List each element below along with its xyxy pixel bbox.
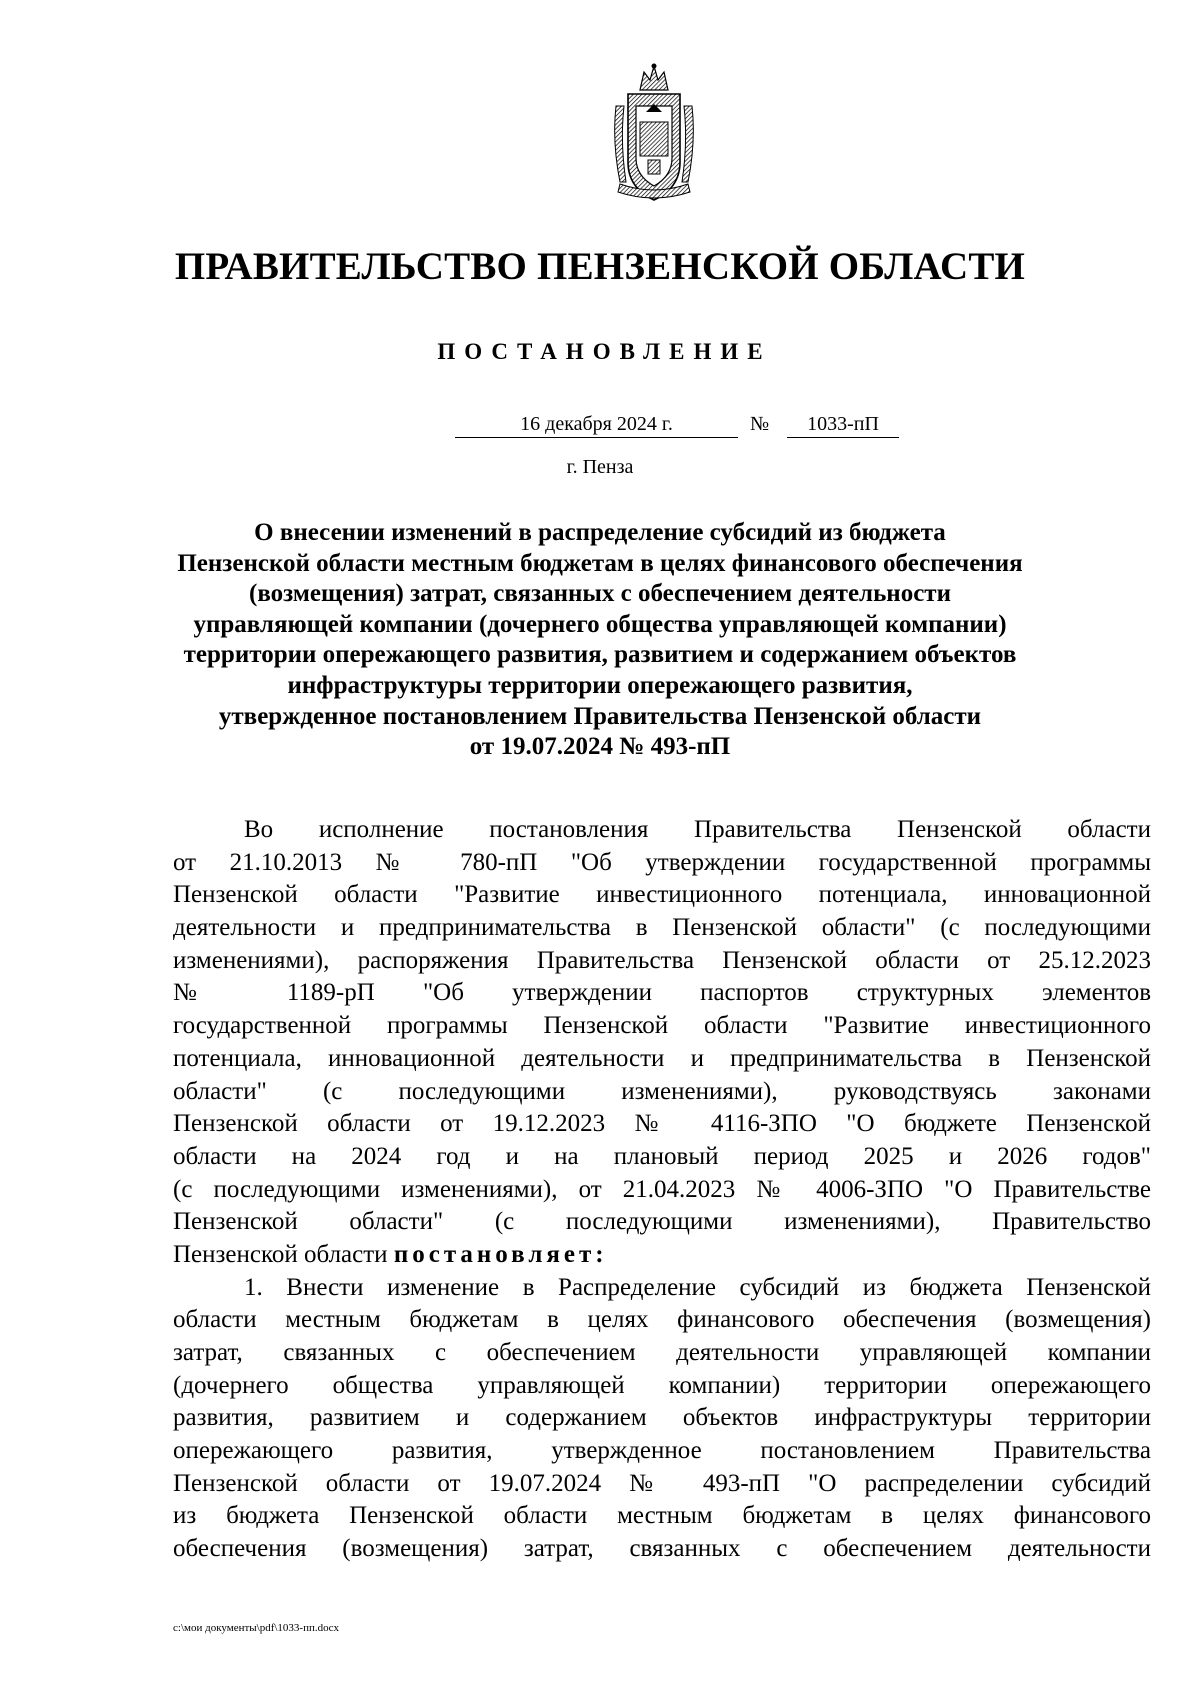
body-line: Пензенской области" (с последующими изменениями), Правительство: [173, 1208, 1151, 1236]
body-line: (дочернего общества управляющей компании) территории опережающего: [173, 1371, 1151, 1399]
body-line: опережающего развития, утвержденное постановлением Правительства: [173, 1437, 1151, 1465]
title-line: инфраструктуры территории опережающего развития,: [287, 671, 913, 699]
body-line: № 1189-рП "Об утверждении паспортов структурных элементов: [173, 979, 1151, 1007]
title-line: утвержденное постановлением Правительства Пензенской области: [218, 702, 982, 730]
body-line: обеспечения (возмещения) затрат, связанных с обеспечением деятельности: [173, 1535, 1151, 1563]
body-line: изменениями), распоряжения Правительства Пензенской области от 25.12.2023: [173, 946, 1151, 974]
body-line: Пензенской области от 19.12.2023 № 4116-ЗПО "О бюджете Пензенской: [173, 1110, 1151, 1138]
document-number: 1033-пП: [787, 413, 899, 438]
title-line: О внесении изменений в распределение субсидий из бюджета: [254, 519, 946, 546]
body-line: деятельности и предпринимательства в Пензенской области" (с последующими: [173, 914, 1151, 942]
resolution-prefix: Пензенской области: [173, 1240, 388, 1268]
document-body: [173, 814, 1151, 1566]
title-line: (возмещения) затрат, связанных с обеспечением деятельности: [249, 580, 951, 608]
title-line: от 19.07.2024 № 493-пП: [469, 733, 731, 761]
body-line: государственной программы Пензенской области "Развитие инвестиционного: [173, 1012, 1151, 1040]
document-date: 16 декабря 2024 г.: [455, 413, 738, 438]
file-path-footer: c:\мои документы\pdf\1033-пп.docx: [173, 1622, 340, 1634]
body-line: потенциала, инновационной деятельности и предпринимательства в Пензенской: [173, 1044, 1151, 1072]
title-line: территории опережающего развития, развитием и содержанием объектов: [183, 641, 1017, 669]
body-line: области" (с последующими изменениями), руководствуясь законами: [173, 1077, 1151, 1105]
document-title: [150, 518, 1050, 763]
number-sign: №: [750, 413, 770, 435]
organization-heading: ПРАВИТЕЛЬСТВО ПЕНЗЕНСКОЙ ОБЛАСТИ: [174, 245, 1026, 288]
body-line: 1. Внести изменение в Распределение субсидий из бюджета Пензенской: [244, 1273, 1151, 1301]
body-line: (с последующими изменениями), от 21.04.2023 № 4006-ЗПО "О Правительстве: [173, 1175, 1151, 1203]
body-line: области на 2024 год и на плановый период 2025 и 2026 годов": [173, 1142, 1151, 1170]
body-line: области местным бюджетам в целях финансового обеспечения (возмещения): [173, 1306, 1151, 1334]
title-line: Пензенской области местным бюджетам в целях финансового обеспечения: [177, 549, 1023, 577]
body-line: Пензенской области "Развитие инвестиционного потенциала, инновационной: [173, 881, 1151, 909]
document-type-heading: ПОСТАНОВЛЕНИЕ: [437, 339, 772, 364]
body-line: Пензенской области от 19.07.2024 № 493-пП "О распределении субсидий: [173, 1469, 1151, 1497]
body-line: из бюджета Пензенской области местным бюджетам в целях финансового: [173, 1502, 1151, 1530]
body-line-resolution: [173, 1239, 1151, 1272]
title-line: управляющей компании (дочернего общества управляющей компании): [193, 610, 1007, 638]
body-line: затрат, связанных с обеспечением деятельности управляющей компании: [173, 1339, 1151, 1366]
coat-of-arms-emblem: [610, 62, 698, 206]
resolution-keyword: постановляет:: [393, 1240, 608, 1268]
body-line: Во исполнение постановления Правительства Пензенской области: [244, 816, 1151, 843]
body-line: развития, развитием и содержанием объектов инфраструктуры территории: [173, 1404, 1151, 1432]
document-city: г. Пенза: [566, 456, 634, 478]
body-line: от 21.10.2013 № 780-пП "Об утверждении государственной программы: [173, 848, 1151, 876]
